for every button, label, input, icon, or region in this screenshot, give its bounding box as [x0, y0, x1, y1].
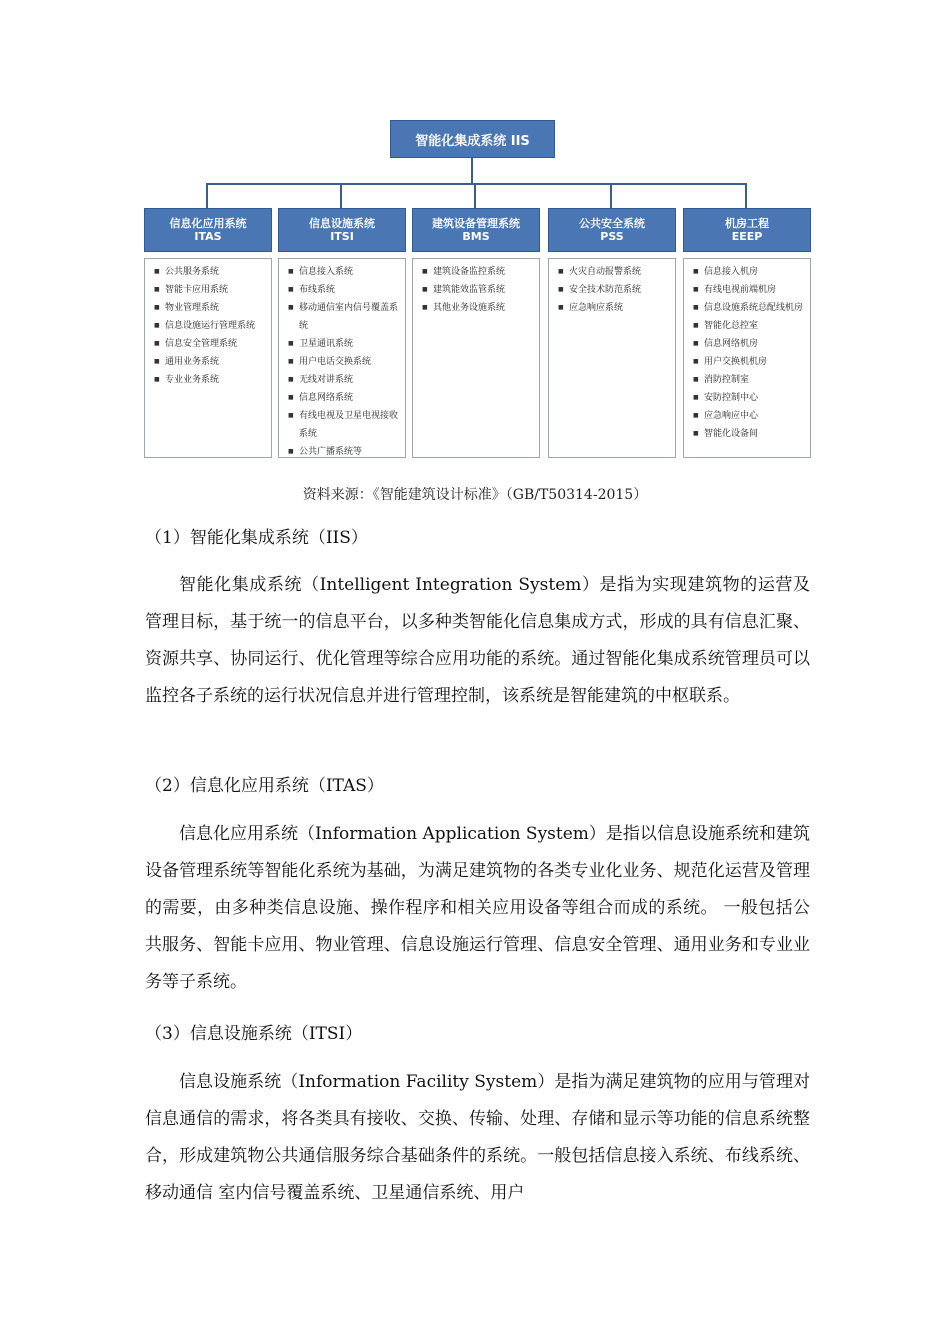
list-item: ■ 公共广播系统等 — [299, 443, 399, 461]
list-item: ■ 消防控制室 — [704, 371, 804, 389]
category-column — [144, 208, 272, 458]
category-header — [144, 208, 272, 252]
list-item: ■ 建筑设备监控系统 — [433, 263, 533, 281]
paragraph-itsi: 信息设施系统（Information Facility System）是指为满足建筑物的应用与管理对信息通信的需求，将各类具有接收、交换、传输、处理、存储和显示等功能的信息系统整合，形成建筑物公共通信服务综合基础条件的系统。一般包括信息接入系统、布线系统、移动通信 室内信号覆盖系统、卫星通信系统、用户 — [145, 1072, 810, 1203]
list-item: ■ 信息接入机房 — [704, 263, 804, 281]
list-item: ■ 公共服务系统 — [165, 263, 265, 281]
branch-1 — [206, 183, 208, 208]
list-item: ■ 有线电视及卫星电视接收系统 — [299, 407, 399, 443]
category-code: ITSI — [330, 230, 354, 243]
list-item: ■ 应急响应系统 — [569, 299, 669, 317]
list-item: ■ 智能卡应用系统 — [165, 281, 265, 299]
category-column — [683, 208, 811, 458]
list-item: ■ 专业业务系统 — [165, 371, 265, 389]
list-item: ■ 应急响应中心 — [704, 407, 804, 425]
list-item: ■ 信息设施系统总配线机房 — [704, 299, 804, 317]
list-item: ■ 信息网络系统 — [299, 389, 399, 407]
category-header — [412, 208, 540, 252]
root-node: 智能化集成系统 IIS — [390, 120, 555, 158]
list-item: ■ 布线系统 — [299, 281, 399, 299]
category-item-list — [548, 258, 676, 458]
branch-3 — [474, 183, 476, 208]
paragraph-itas: 信息化应用系统（Information Application System）是指以信息设施系统和建筑设备管理系统等智能化系统为基础，为满足建筑物的各类专业化业务、规范化运营及管理的需要，由多种类信息设施、操作程序和相关应用设备等组合而成的系统。 一般包括公共服务、智能卡应用、物业管理、信息设施运行管理、信息安全管理、通用业务和专业业务等子系统。 — [145, 824, 810, 992]
category-item-list — [278, 258, 406, 458]
figure-source: 资料来源：《智能建筑设计标准》（GB/T50314-2015） — [302, 487, 648, 503]
category-code: PSS — [600, 230, 624, 243]
list-item: ■ 移动通信室内信号覆盖系统 — [299, 299, 399, 335]
category-item-list — [144, 258, 272, 458]
category-code: ITAS — [194, 230, 222, 243]
section-heading-itas: （2）信息化应用系统（ITAS） — [145, 776, 384, 796]
list-item: ■ 信息接入系统 — [299, 263, 399, 281]
section-heading-iis: （1）智能化集成系统（IIS） — [145, 528, 368, 548]
category-column — [278, 208, 406, 458]
branch-bar — [206, 183, 747, 185]
list-item: ■ 物业管理系统 — [165, 299, 265, 317]
branch-2 — [340, 183, 342, 208]
list-item: ■ 信息安全管理系统 — [165, 335, 265, 353]
category-title: 信息设施系统 — [309, 217, 375, 230]
category-title: 机房工程 — [725, 217, 769, 230]
system-hierarchy-diagram — [0, 0, 950, 470]
category-header — [278, 208, 406, 252]
list-item: ■ 通用业务系统 — [165, 353, 265, 371]
category-code: BMS — [462, 230, 490, 243]
category-title: 信息化应用系统 — [169, 217, 247, 230]
category-title: 建筑设备管理系统 — [432, 217, 520, 230]
branch-5 — [745, 183, 747, 208]
branch-4 — [610, 183, 612, 208]
category-column — [548, 208, 676, 458]
category-header — [683, 208, 811, 252]
list-item: ■ 其他业务设施系统 — [433, 299, 533, 317]
paragraph-iis: 智能化集成系统（Intelligent Integration System）是指为实现建筑物的运营及管理目标，基于统一的信息平台，以多种类智能化信息集成方式，形成的具有信息汇聚、资源共享、协同运行、优化管理等综合应用功能的系统。通过智能化集成系统管理员可以监控各子系统的运行状况信息并进行管理控制，该系统是智能建筑的中枢联系。 — [145, 575, 810, 706]
list-item: ■ 卫星通讯系统 — [299, 335, 399, 353]
list-item: ■ 安防控制中心 — [704, 389, 804, 407]
list-item: ■ 有线电视前端机房 — [704, 281, 804, 299]
category-code: EEEP — [731, 230, 763, 243]
category-column — [412, 208, 540, 458]
list-item: ■ 无线对讲系统 — [299, 371, 399, 389]
list-item: ■ 安全技术防范系统 — [569, 281, 669, 299]
list-item: ■ 用户交换机机房 — [704, 353, 804, 371]
list-item: ■ 建筑能效监管系统 — [433, 281, 533, 299]
category-item-list — [412, 258, 540, 458]
list-item: ■ 用户电话交换系统 — [299, 353, 399, 371]
category-header — [548, 208, 676, 252]
root-connector — [471, 158, 473, 184]
list-item: ■ 火灾自动报警系统 — [569, 263, 669, 281]
section-heading-itsi: （3）信息设施系统（ITSI） — [145, 1024, 363, 1044]
category-item-list — [683, 258, 811, 458]
list-item: ■ 智能化设备间 — [704, 425, 804, 443]
list-item: ■ 信息网络机房 — [704, 335, 804, 353]
list-item: ■ 智能化总控室 — [704, 317, 804, 335]
category-title: 公共安全系统 — [579, 217, 645, 230]
list-item: ■ 信息设施运行管理系统 — [165, 317, 265, 335]
